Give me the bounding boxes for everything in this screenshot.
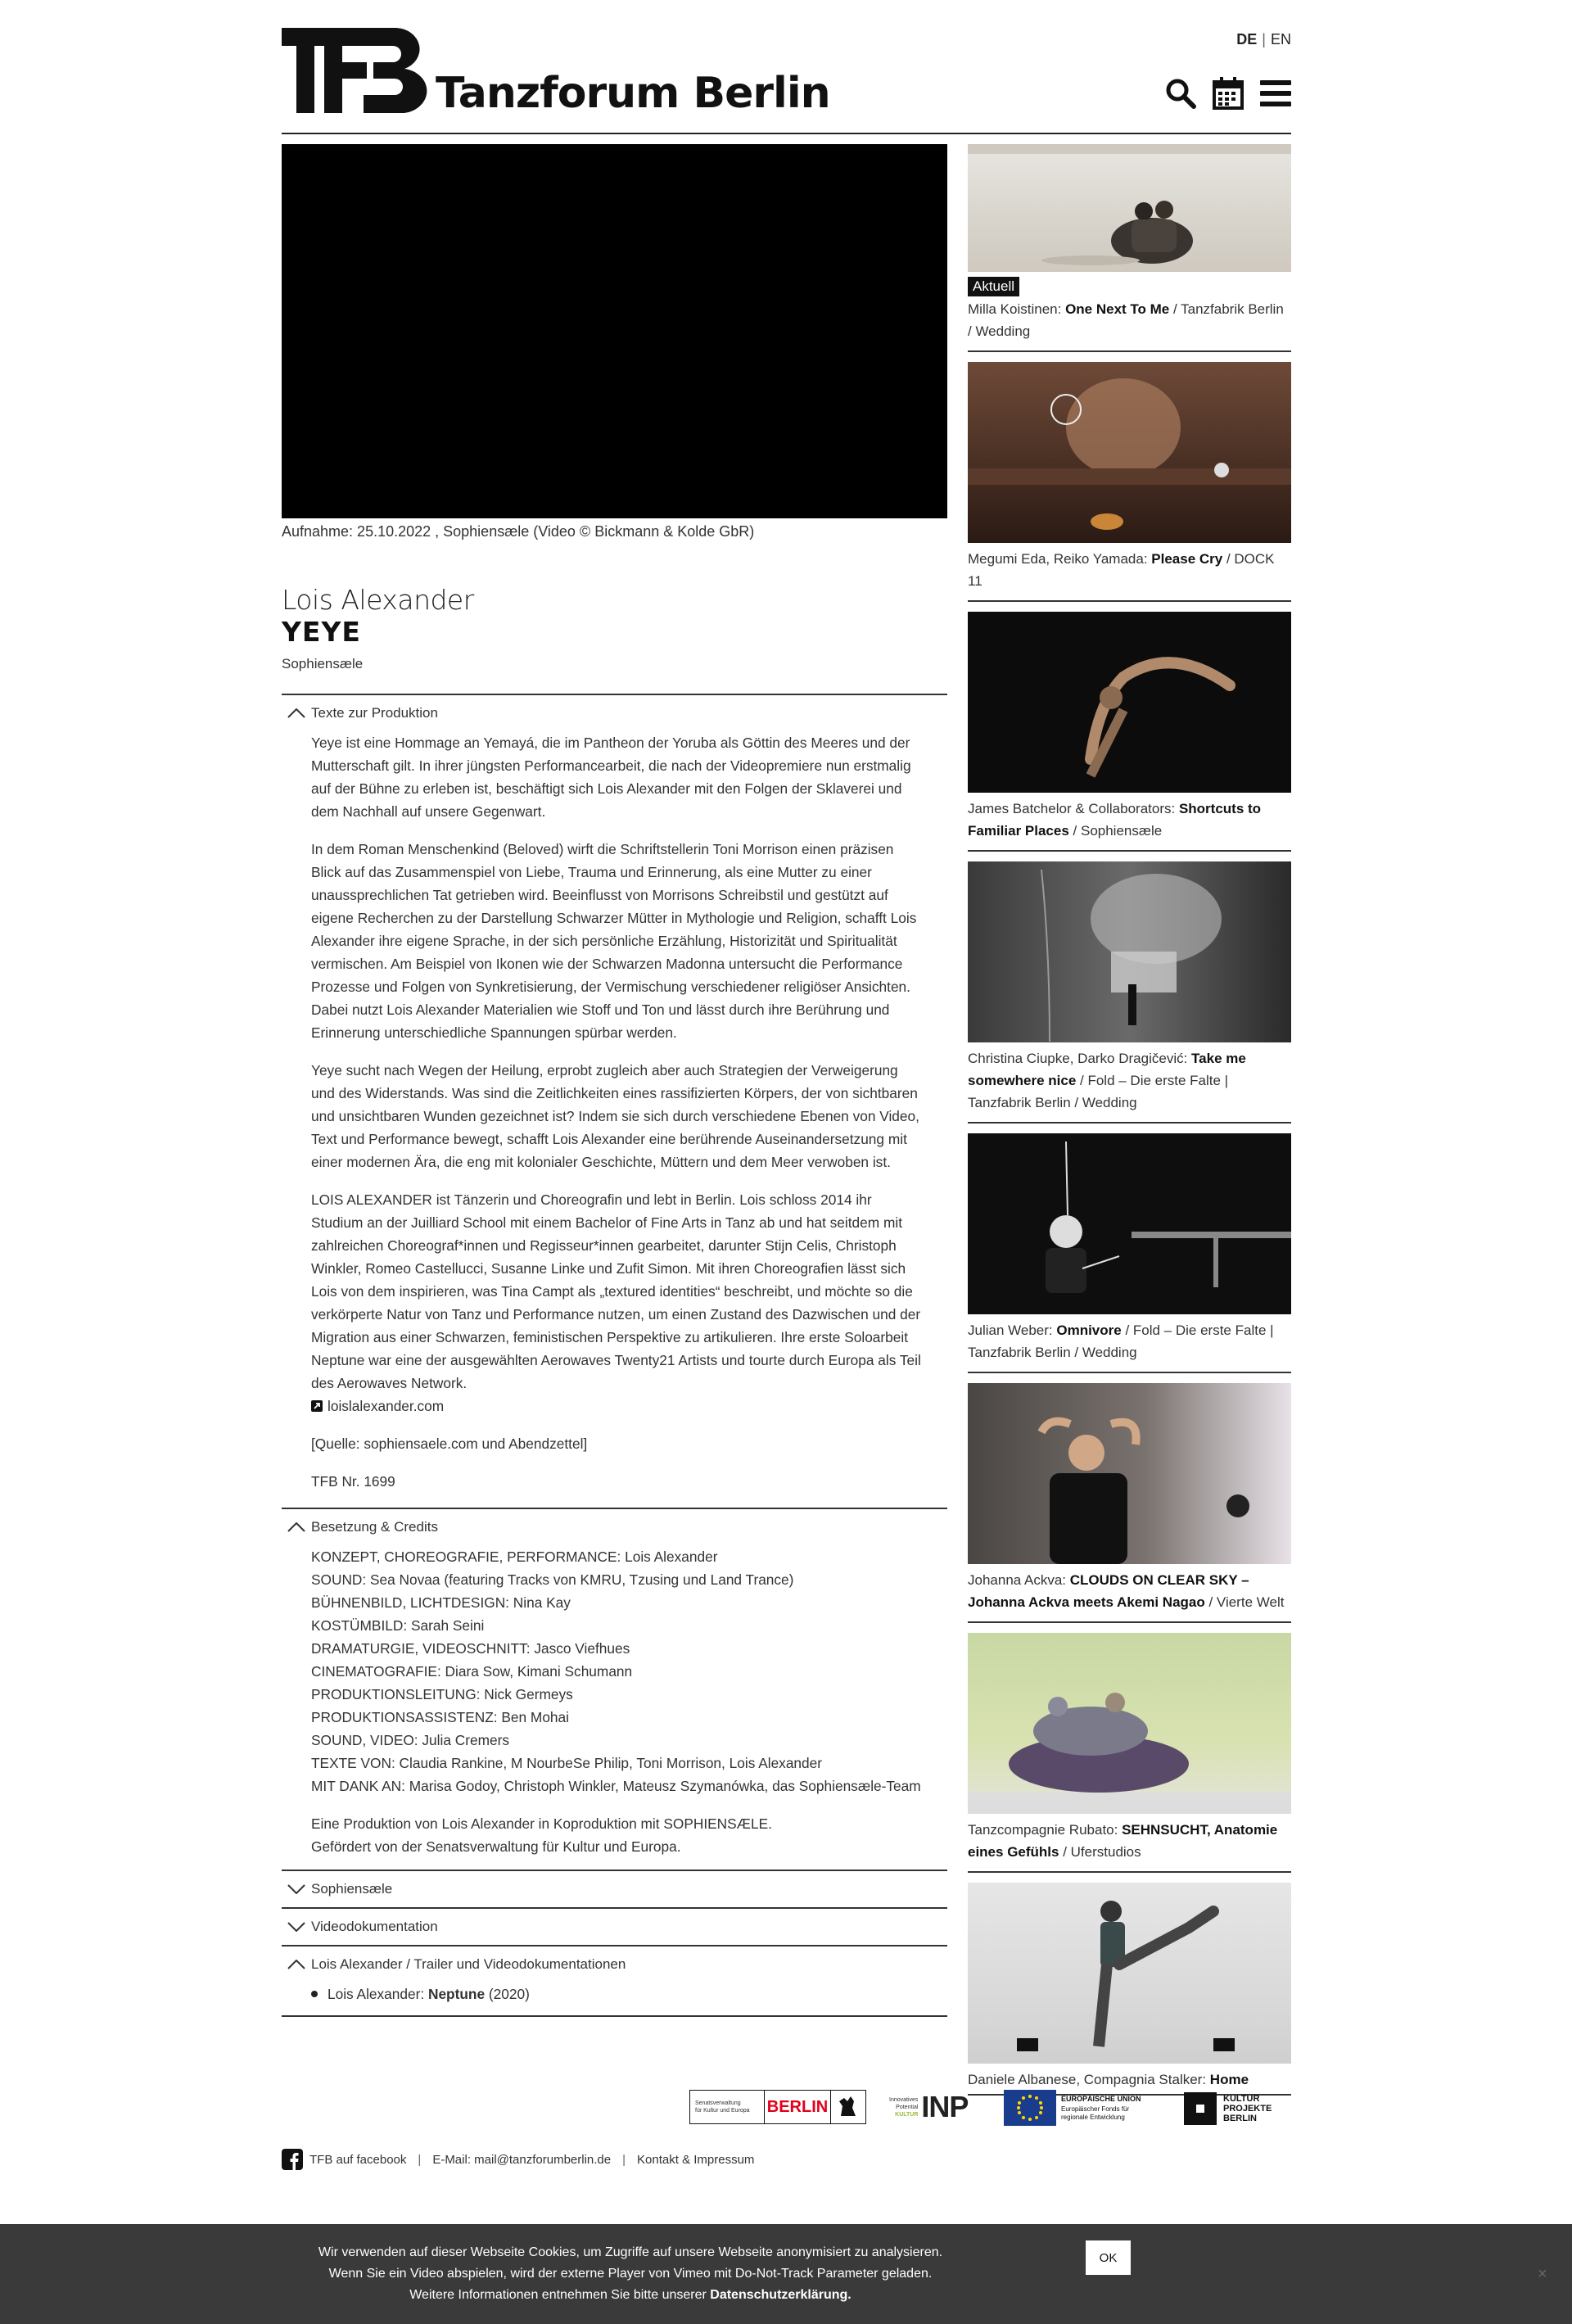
accordion-trailers [282, 1945, 947, 2017]
credit-line: CINEMATOGRAFIE: Diara Sow, Kimani Schumann [311, 1663, 633, 1680]
site-header [282, 0, 1291, 134]
event-image[interactable] [968, 861, 1291, 1042]
accordion-venue-label: Sophiensæle [311, 1881, 393, 1897]
event-card[interactable] [968, 612, 1291, 852]
production-title: YEYE [282, 616, 361, 648]
eu-line-1: Europäischer Fonds für [1061, 2105, 1130, 2113]
event-caption [968, 548, 1291, 592]
privacy-policy-link[interactable]: Datenschutzerklärung. [710, 2288, 852, 2302]
page-wrapper [282, 0, 1291, 2167]
accordion-videodoc [282, 1907, 947, 1945]
calendar-icon[interactable] [1213, 77, 1244, 110]
event-artist: Julian Weber: [968, 1323, 1057, 1338]
accordion-credits-label: Besetzung & Credits [311, 1519, 438, 1535]
event-title[interactable]: SEHNSUCHT, Anatomie eines Gefühls [968, 1822, 1278, 1860]
facebook-link[interactable]: TFB auf facebook [309, 2152, 407, 2167]
event-title[interactable]: CLOUDS ON CLEAR SKY – Johanna Ackva meets Akemi Nagao [968, 1572, 1249, 1610]
funding-note: Gefördert von der Senatsverwaltung für Kultur und Europa. [311, 1838, 681, 1855]
inp-line-3: KULTUR [895, 2111, 919, 2118]
eu-line-2: regionale Entwicklung [1061, 2113, 1125, 2121]
lang-de[interactable]: DE [1236, 31, 1258, 47]
event-image[interactable] [968, 362, 1291, 543]
kpb-line-3: BERLIN [1223, 2114, 1257, 2123]
event-image[interactable] [968, 1383, 1291, 1564]
search-icon[interactable] [1165, 78, 1196, 109]
accordion-trailers-body [282, 1983, 947, 2015]
eu-flag-icon [1004, 2090, 1056, 2126]
event-caption [968, 1047, 1291, 1114]
event-venue: / Tanzfabrik Berlin / Wedding [968, 301, 1284, 339]
event-caption [968, 1569, 1291, 1613]
event-artist: James Batchelor & Collaborators: [968, 801, 1179, 816]
language-switch: DE | EN [1236, 31, 1291, 47]
video-caption: Aufnahme: 25.10.2022 , Sophiensæle (Video © Bickmann & Kolde GbR) [282, 523, 755, 540]
eu-title: EUROPÄISCHE UNION [1061, 2094, 1141, 2103]
accordion-venue [282, 1870, 947, 1907]
event-card[interactable] [968, 1883, 1291, 2096]
event-title[interactable]: Omnivore [1056, 1323, 1122, 1338]
inp-logo[interactable] [889, 2088, 981, 2126]
event-image[interactable] [968, 1133, 1291, 1314]
berlin-bear-icon [831, 2091, 864, 2123]
chevron-up-icon [282, 1960, 311, 1969]
event-venue: / Uferstudios [1059, 1844, 1141, 1860]
senat-berlin-logo[interactable] [689, 2090, 866, 2124]
accordion-credits [282, 1508, 947, 1858]
credit-line: SOUND: Sea Novaa (featuring Tracks von KMRU, Tzusing und Land Trance) [311, 1571, 794, 1588]
artist-website-link[interactable]: loislalexander.com [328, 1398, 445, 1414]
event-photo-dancer-gesture [968, 1383, 1291, 1564]
chevron-down-icon [282, 1922, 311, 1932]
eu-efre-logo[interactable] [1004, 2090, 1151, 2126]
berlin-wordmark: BERLIN [766, 2097, 829, 2116]
event-photo-dancers [968, 144, 1291, 272]
event-artist: Milla Koistinen: [968, 301, 1066, 317]
event-image[interactable] [968, 1633, 1291, 1814]
event-venue: / Vierte Welt [1204, 1594, 1285, 1610]
chevron-up-icon [282, 708, 311, 718]
trailer-item-text [328, 1983, 530, 2005]
event-card[interactable] [968, 1633, 1291, 1873]
accordion-videodoc-label: Videodokumentation [311, 1919, 438, 1934]
event-artist: Johanna Ackva: [968, 1572, 1070, 1588]
event-photo-dancer-arch [968, 612, 1291, 793]
event-title[interactable]: Take me somewhere nice [968, 1051, 1246, 1088]
trailer-title[interactable]: Neptune [427, 1986, 486, 2002]
event-photo-group [968, 1633, 1291, 1814]
credit-line: BÜHNENBILD, LICHTDESIGN: Nina Kay [311, 1594, 571, 1611]
accordion-texts-body [282, 731, 947, 1493]
trailer-item[interactable] [311, 1983, 923, 2015]
video-player[interactable] [282, 144, 947, 518]
artist-name: Lois Alexander [282, 584, 474, 616]
external-link-icon [311, 1400, 323, 1412]
credit-line: PRODUKTIONSLEITUNG: Nick Germeys [311, 1686, 573, 1702]
cookie-close-icon[interactable]: × [1538, 2265, 1547, 2283]
accordion-trailers-label: Lois Alexander / Trailer und Videodokumentationen [311, 1956, 626, 1972]
credit-line: DRAMATURGIE, VIDEOSCHNITT: Jasco Viefhues [311, 1640, 630, 1657]
imprint-link[interactable]: Kontakt & Impressum [637, 2152, 755, 2167]
sidebar-current-events [968, 144, 1291, 2105]
chevron-up-icon [282, 1522, 311, 1532]
event-caption [968, 1819, 1291, 1863]
event-photo-kick [968, 1883, 1291, 2064]
event-title[interactable]: One Next To Me [1065, 301, 1170, 317]
event-artist: Christina Ciupke, Darko Dragičević: [968, 1051, 1192, 1066]
artist-website [311, 1395, 923, 1417]
text-paragraph: In dem Roman Menschenkind (Beloved) wirft die Schriftstellerin Toni Morrison einen präzisen Blick auf das Zusammenspiel von Liebe, Trauma und Erinnerung, als eine Mutter zu einer unaussprechlichen Tat getrieben wird. Beeinflusst von Morrisons Schreibstil und gestützt auf eigene Recherchen zu der Darstellung Schwarzer Mütter in Mythologie und Religion, schafft Lois Alexander ihre eigene Sprache, in der sich persönliche Erzählung, Historizität und Spiritualität vermischen. Am Beispiel von Ikonen wie der Schwarzen Madonna untersucht die Performance Prozesse und Folgen von Synkretisierung, der Vermischung verschiedener religiöser Ansichten. Dabei nutzt Lois Alexander Materialien wie Stoff und Ton und lässt durch ihre Berührung und Erinnerung unterschiedliche Spannungen spürbar werden. [311, 841, 917, 1041]
accordion-texts [282, 694, 947, 1493]
event-artist: Tanzcompagnie Rubato: [968, 1822, 1123, 1838]
site-logo-text[interactable]: Tanzforum Berlin [436, 69, 830, 118]
event-card[interactable] [968, 1133, 1291, 1373]
event-image[interactable] [968, 144, 1291, 294]
credit-line: KOSTÜMBILD: Sarah Seini [311, 1617, 485, 1634]
kpb-line-1: KULTUR [1223, 2094, 1260, 2104]
event-photo-projection [968, 362, 1291, 543]
event-venue: / Fold – Die erste Falte | Tanzfabrik Berlin / Wedding [968, 1323, 1274, 1360]
credit-line: TEXTE VON: Claudia Rankine, M NourbeSe Philip, Toni Morrison, Lois Alexander [311, 1755, 823, 1771]
accordion-texts-label: Texte zur Produktion [311, 705, 438, 721]
facebook-icon[interactable] [282, 2149, 303, 2170]
event-caption [968, 1319, 1291, 1363]
accordion-trailers-toggle[interactable] [282, 1946, 947, 1983]
header-icons [1165, 77, 1291, 110]
event-venue: / Sophiensæle [1068, 823, 1163, 839]
credit-line: MIT DANK AN: Marisa Godoy, Christoph Winkler, Mateusz Szymanówka, das Sophiensæle-Team [311, 1778, 921, 1794]
inp-line-2: Potential [896, 2104, 919, 2110]
chevron-down-icon [282, 1884, 311, 1894]
senat-line-2: für Kultur und Europa [695, 2108, 750, 2114]
credit-line: PRODUKTIONSASSISTENZ: Ben Mohai [311, 1709, 569, 1725]
event-card[interactable] [968, 1383, 1291, 1623]
event-image[interactable] [968, 1883, 1291, 2064]
inp-line-1: Innovatives [889, 2096, 919, 2103]
production-venue: Sophiensæle [282, 656, 364, 671]
accordion-videodoc-toggle[interactable] [282, 1909, 947, 1945]
event-card[interactable] [968, 362, 1291, 602]
event-title[interactable]: Home [1209, 2072, 1249, 2087]
event-venue: / DOCK 11 [968, 551, 1275, 589]
event-title[interactable]: Please Cry [1151, 551, 1223, 567]
kpb-line-2: PROJEKTE [1223, 2104, 1272, 2114]
inp-wordmark: INP [921, 2090, 969, 2123]
accordion-texts-toggle[interactable] [282, 695, 947, 731]
accordion-venue-toggle[interactable] [282, 1871, 947, 1907]
sponsor-logos [282, 2088, 1291, 2126]
accordion-credits-body [282, 1545, 947, 1858]
event-photo-fencer [968, 1133, 1291, 1314]
text-paragraph: Yeye ist eine Hommage an Yemayá, die im Pantheon der Yoruba als Göttin des Meeres und der Mutterschaft gilt. In ihrer jüngsten Performancearbeit, die nach der Videopremiere nun erstmalig auf der Bühne zu erleben ist, beschäftigt sich Lois Alexander mit den Folgen der Sklaverei und dem Nachhall auf unsere Gegenwart. [311, 735, 911, 820]
cookie-ok-button[interactable]: OK [1086, 2240, 1131, 2275]
main-content [282, 144, 947, 2017]
bullet-icon [311, 1991, 318, 1997]
event-venue: / Fold – Die erste Falte | Tanzfabrik Berlin / Wedding [968, 1073, 1229, 1110]
event-caption [968, 298, 1291, 342]
event-photo-light-installation [968, 861, 1291, 1042]
event-card[interactable] [968, 861, 1291, 1124]
event-image[interactable] [968, 612, 1291, 793]
event-artist: Daniele Albanese, Compagnia Stalker: [968, 2072, 1210, 2087]
cookie-message [311, 2242, 950, 2306]
text-paragraph: Yeye sucht nach Wegen der Heilung, erprobt zugleich aber auch Strategien der Verweigerung und des Widerstands. Was sind die Zeitlichkeiten eines rassifizierten Körpers, der von sichtbaren und unsichtbaren Wunden gezeichnet ist? Indem sie sich durch verschiedene Ebenen von Video, Text und Performance bewegt, schafft Lois Alexander eine berührende Auseinandersetzung mit einer modernen Ära, die eng mit kolonialer Geschichte, Müttern und dem Meer verwoben ist. [311, 1062, 919, 1170]
credit-line: SOUND, VIDEO: Julia Cremers [311, 1732, 509, 1748]
footer-links: TFB auf facebook | E-Mail: mail@tanzforumberlin.de | Kontakt & Impressum [282, 2149, 754, 2170]
email-link[interactable]: E-Mail: mail@tanzforumberlin.de [432, 2152, 612, 2167]
event-caption [968, 798, 1291, 842]
senat-line-1: Senatsverwaltung [695, 2100, 741, 2106]
tfb-number: TFB Nr. 1699 [311, 1473, 395, 1490]
credit-line: KONZEPT, CHOREOGRAFIE, PERFORMANCE: Lois Alexander [311, 1549, 718, 1565]
event-title[interactable]: Shortcuts to Familiar Places [968, 801, 1262, 839]
kulturprojekte-berlin-logo[interactable] [1184, 2091, 1291, 2126]
cookie-text: Wir verwenden auf dieser Webseite Cookies, um Zugriffe auf unsere Webseite anonymisiert zu analysieren. Wenn Sie ein Video abspielen, wird der externe Player von Vimeo mit Do-Not-Track Parameter geladen. Weitere Informationen entnehmen Sie bitte unserer [318, 2245, 943, 2302]
accordion-credits-toggle[interactable] [282, 1509, 947, 1545]
trailer-artist: Lois Alexander: [328, 1986, 428, 2002]
tfb-logo-mark[interactable] [282, 28, 431, 113]
menu-icon[interactable] [1260, 79, 1291, 108]
lang-en[interactable]: EN [1270, 31, 1291, 47]
event-artist: Megumi Eda, Reiko Yamada: [968, 551, 1152, 567]
text-paragraph: LOIS ALEXANDER ist Tänzerin und Choreografin und lebt in Berlin. Lois schloss 2014 ihr Studium an der Juilliard School mit einem Bachelor of Fine Arts in Tanz ab und hat seitdem mit zahlreichen Choreograf*innen und Regisseur*innen gearbeitet, darunter Stijn Celis, Christoph Winkler, Romeo Castellucci, Susanne Linke und Zufit Simon. Mit ihren Choreografien lässt sich Lois von dem inspirieren, was Tina Campt als „textured identities“ beschreibt, und möchte so die verkörperte Natur von Tanz und Performance nutzen, um einen Zustand des Dazwischen und der Migration aus einer Schwarzen, feministischen Perspektive zu artikulieren. Ihre erste Soloarbeit Neptune war eine der ausgewählten Aerowaves Twenty21 Artists und tourte durch Europa als Teil des Aerowaves Network. [311, 1191, 921, 1391]
event-card[interactable] [968, 144, 1291, 352]
current-badge: Aktuell [968, 277, 1019, 296]
trailer-year: (2020) [485, 1986, 530, 2002]
source-note: [Quelle: sophiensaele.com und Abendzettel] [311, 1436, 588, 1452]
cookie-banner [0, 2224, 1572, 2324]
event-caption [968, 2069, 1291, 2091]
production-note: Eine Produktion von Lois Alexander in Koproduktion mit SOPHIENSÆLE. [311, 1815, 772, 1832]
